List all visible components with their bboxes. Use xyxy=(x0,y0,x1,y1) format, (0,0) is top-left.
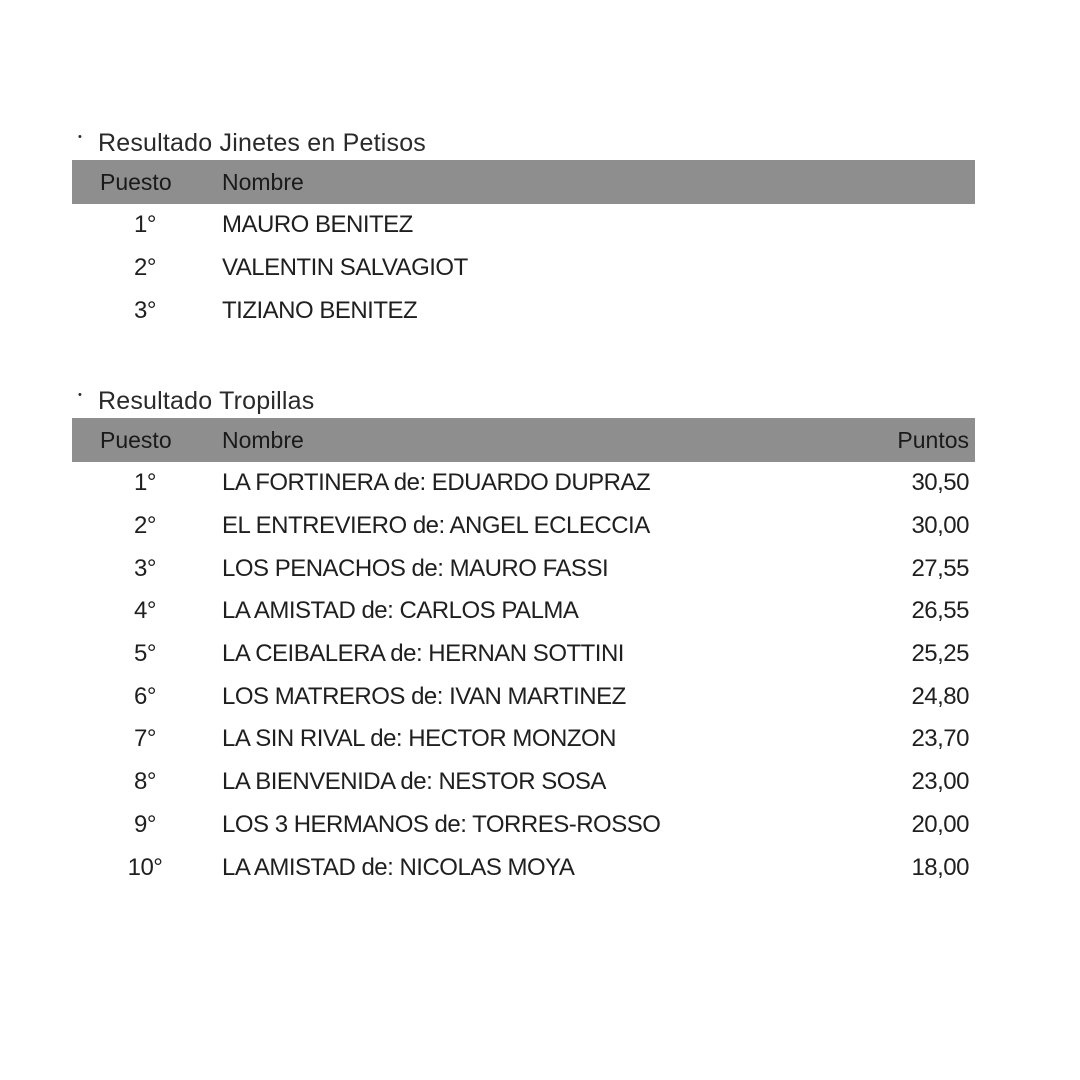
row-puntos: 25,25 xyxy=(911,640,969,668)
petisos-title-text: Resultado Jinetes en Petisos xyxy=(98,128,427,157)
row-puesto: 5° xyxy=(134,640,156,668)
petisos-table-header xyxy=(72,160,975,204)
row-puntos: 23,00 xyxy=(911,768,969,796)
row-nombre: LA FORTINERA de: EDUARDO DUPRAZ xyxy=(222,469,651,497)
row-nombre: EL ENTREVIERO de: ANGEL ECLECCIA xyxy=(222,512,650,540)
row-puesto: 7° xyxy=(134,725,156,753)
bullet-icon: • xyxy=(78,131,83,143)
petisos-section xyxy=(72,126,975,332)
row-puesto: 4° xyxy=(134,597,156,625)
row-puntos: 26,55 xyxy=(911,597,969,625)
header-nombre: Nombre xyxy=(222,168,304,195)
row-nombre: LOS 3 HERMANOS de: TORRES-ROSSO xyxy=(222,810,661,838)
row-puntos: 27,55 xyxy=(911,554,969,582)
row-nombre: MAURO BENITEZ xyxy=(222,211,413,239)
header-nombre: Nombre xyxy=(222,426,304,453)
row-puntos: 24,80 xyxy=(911,682,969,710)
row-puntos: 18,00 xyxy=(911,853,969,881)
row-nombre: LA SIN RIVAL de: HECTOR MONZON xyxy=(222,725,616,753)
row-nombre: LOS PENACHOS de: MAURO FASSI xyxy=(222,554,609,582)
table-row xyxy=(72,761,975,804)
table-row xyxy=(72,289,975,332)
table-row xyxy=(72,804,975,847)
table-row xyxy=(72,633,975,676)
header-puntos: Puntos xyxy=(897,426,969,453)
petisos-section-title xyxy=(72,126,975,160)
table-row xyxy=(72,204,975,247)
row-puesto: 3° xyxy=(134,554,156,582)
bullet-icon: • xyxy=(78,389,83,401)
row-puesto: 6° xyxy=(134,682,156,710)
row-nombre: TIZIANO BENITEZ xyxy=(222,296,418,324)
table-row xyxy=(72,675,975,718)
tropillas-section xyxy=(72,384,975,889)
tropillas-section-title xyxy=(72,384,975,418)
row-nombre: LA CEIBALERA de: HERNAN SOTTINI xyxy=(222,640,624,668)
petisos-table-body xyxy=(72,204,975,332)
table-row xyxy=(72,846,975,889)
table-row xyxy=(72,718,975,761)
row-puntos: 20,00 xyxy=(911,810,969,838)
row-puesto: 9° xyxy=(134,810,156,838)
row-puesto: 10° xyxy=(127,853,163,881)
header-puesto: Puesto xyxy=(100,168,172,195)
table-row xyxy=(72,247,975,290)
row-nombre: LA BIENVENIDA de: NESTOR SOSA xyxy=(222,768,606,796)
row-puntos: 30,00 xyxy=(911,512,969,540)
tropillas-title-text: Resultado Tropillas xyxy=(98,386,315,415)
row-puntos: 23,70 xyxy=(911,725,969,753)
row-puesto: 3° xyxy=(134,296,156,324)
row-puesto: 2° xyxy=(134,512,156,540)
row-puesto: 2° xyxy=(134,254,156,282)
row-puesto: 8° xyxy=(134,768,156,796)
row-puntos: 30,50 xyxy=(911,469,969,497)
row-nombre: LA AMISTAD de: CARLOS PALMA xyxy=(222,597,579,625)
tropillas-table-body xyxy=(72,462,975,889)
table-row xyxy=(72,505,975,548)
row-puesto: 1° xyxy=(134,211,156,239)
table-row xyxy=(72,590,975,633)
row-nombre: LOS MATREROS de: IVAN MARTINEZ xyxy=(222,682,626,710)
row-puesto: 1° xyxy=(134,469,156,497)
header-puesto: Puesto xyxy=(100,426,172,453)
table-row xyxy=(72,462,975,505)
table-row xyxy=(72,547,975,590)
tropillas-table-header xyxy=(72,418,975,462)
row-nombre: VALENTIN SALVAGIOT xyxy=(222,254,468,282)
row-nombre: LA AMISTAD de: NICOLAS MOYA xyxy=(222,853,575,881)
